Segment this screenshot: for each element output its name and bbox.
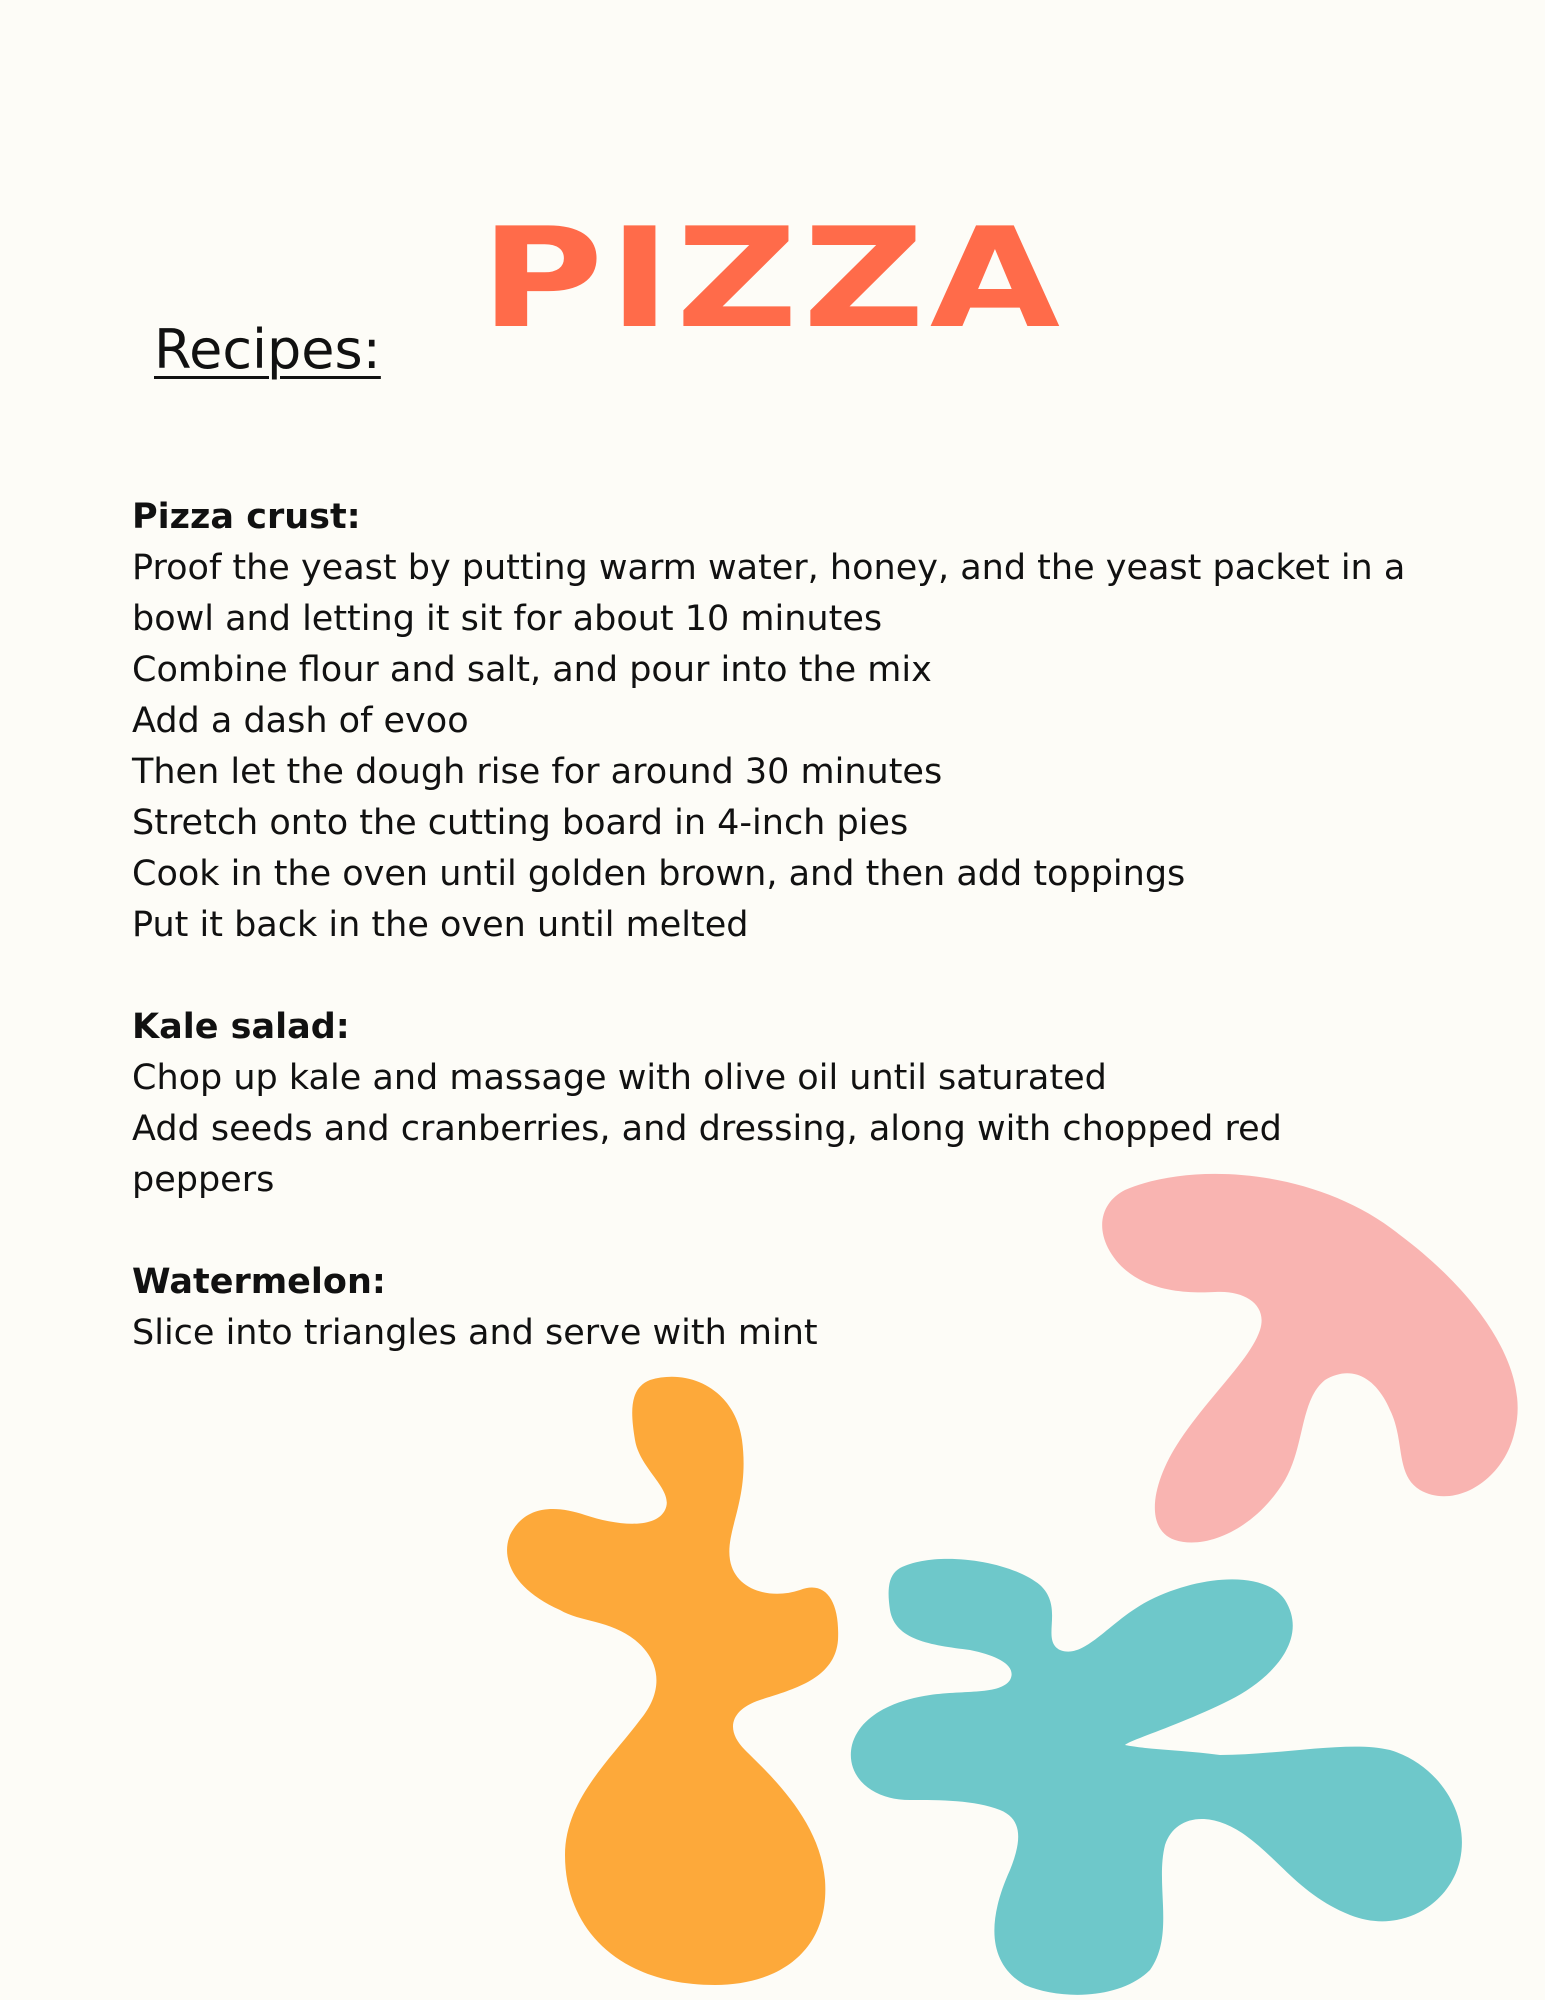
section-heading: Kale salad: xyxy=(132,1007,350,1047)
page-title: PIZZA xyxy=(480,198,1065,360)
recipe-step: Add seeds and cranberries, and dressing, along with chopped red peppers xyxy=(132,1109,1282,1200)
recipe-step: Put it back in the oven until melted xyxy=(132,905,749,945)
teal-blob xyxy=(851,1559,1462,1995)
recipe-section-kale-salad xyxy=(132,1002,1432,1206)
recipe-step: Stretch onto the cutting board in 4-inch pies xyxy=(132,803,909,843)
section-heading: Pizza crust: xyxy=(132,497,361,537)
recipe-step: Cook in the oven until golden brown, and then add toppings xyxy=(132,854,1186,894)
recipe-step: Add a dash of evoo xyxy=(132,701,469,741)
recipe-step: Proof the yeast by putting warm water, honey, and the yeast packet in a bowl and letting it sit for about 10 minutes xyxy=(132,548,1406,639)
recipe-list xyxy=(132,492,1432,1410)
recipe-step: Combine flour and salt, and pour into the mix xyxy=(132,650,932,690)
section-heading: Watermelon: xyxy=(132,1262,386,1302)
recipe-section-watermelon xyxy=(132,1257,1432,1359)
recipe-step: Chop up kale and massage with olive oil until saturated xyxy=(132,1058,1107,1098)
recipe-step: Then let the dough rise for around 30 minutes xyxy=(132,752,943,792)
recipe-section-pizza-crust xyxy=(132,492,1432,951)
recipe-step: Slice into triangles and serve with mint xyxy=(132,1313,818,1353)
orange-blob xyxy=(507,1377,838,1985)
recipes-heading: Recipes: xyxy=(154,318,381,381)
